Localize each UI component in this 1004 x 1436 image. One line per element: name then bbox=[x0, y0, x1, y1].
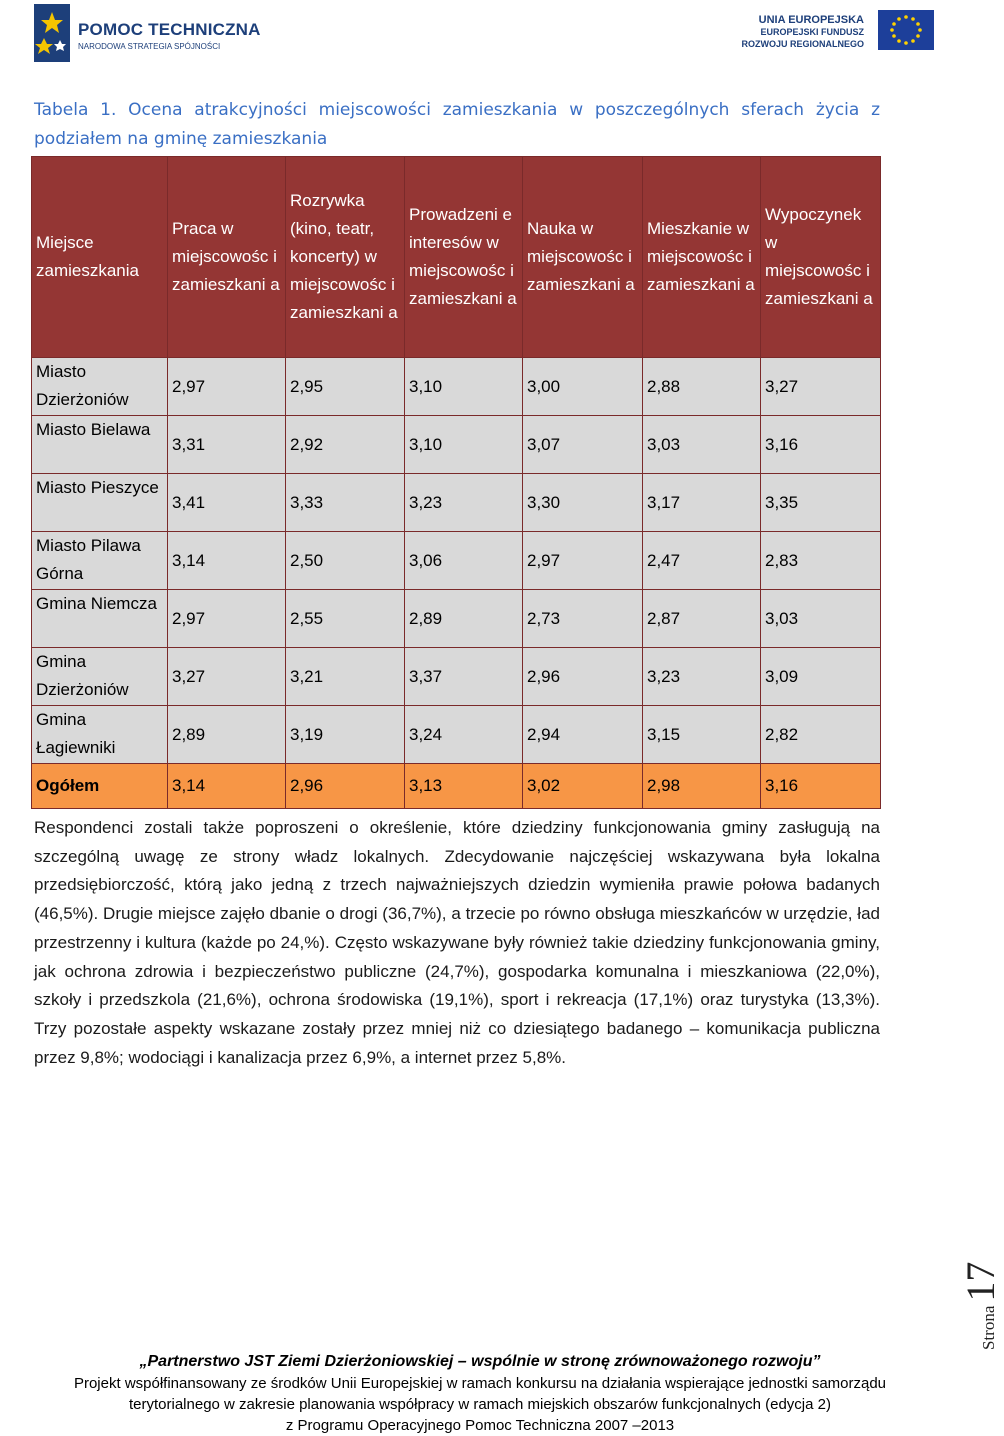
column-header: Wypoczynek w miejscowośc i zamieszkani a bbox=[761, 157, 881, 358]
eu-flag-icon bbox=[878, 10, 934, 50]
place-cell: Miasto Pilawa Górna bbox=[32, 532, 168, 590]
body-paragraph: Respondenci zostali także poproszeni o określenie, które dziedziny funkcjonowania gminy zasługują na szczególną uwagę ze strony władz lokalnych. Zdecydowanie najczęściej wskazywana była lokalna przedsiębiorczość, którą jako jedną z trzech najważniejszych dziedzin wymieniła prawie połowa badanych (46,5%). Drugie miejsce zajęło dbanie o drogi (36,7%), a trzecie po równo obsługa mieszkańców w urzędzie, ład przestrzenny i kultura (każde po 24,%). Często wskazywane były również takie dziedziny funkcjonowania gminy, jak ochrona zdrowia i bezpieczeństwo publiczne (24,7%), gospodarka komunalna i mieszkaniowa (22,0%), szkoły i przedszkola (21,6%), ochrona środowiska (19,1%), sport i rekreacja (17,1%) oraz turystyka (13,3%). Trzy pozostałe aspekty wskazane zostały przez mniej niż co dziesiątego badanego – komunikacja publiczna przez 9,8%; wodociągi i kanalizacja przez 6,9%, a internet przez 5,8%. bbox=[34, 818, 880, 1067]
place-cell: Miasto Pieszyce bbox=[32, 474, 168, 532]
value-cell: 3,15 bbox=[643, 706, 761, 764]
place-cell: Gmina Łagiewniki bbox=[32, 706, 168, 764]
total-label-cell: Ogółem bbox=[32, 764, 168, 809]
value-cell: 2,92 bbox=[286, 416, 405, 474]
value-cell: 3,23 bbox=[405, 474, 523, 532]
pomoc-techniczna-logo-icon bbox=[34, 4, 70, 62]
value-cell: 2,83 bbox=[761, 532, 881, 590]
column-header: Rozrywka (kino, teatr, koncerty) w miejscowośc i zamieszkani a bbox=[286, 157, 405, 358]
footer-partnership-title: „Partnerstwo JST Ziemi Dzierżoniowskiej – wspólnie w stronę zrównoważonego rozwoju” bbox=[139, 1353, 821, 1370]
table-total-row bbox=[32, 764, 881, 809]
value-cell: 3,03 bbox=[643, 416, 761, 474]
value-cell: 3,00 bbox=[523, 358, 643, 416]
column-header: Nauka w miejscowośc i zamieszkani a bbox=[523, 157, 643, 358]
eu-line-2: EUROPEJSKI FUNDUSZ bbox=[760, 27, 864, 37]
column-header: Praca w miejscowośc i zamieszkani a bbox=[168, 157, 286, 358]
value-cell: 3,16 bbox=[761, 416, 881, 474]
value-cell: 3,37 bbox=[405, 648, 523, 706]
logo-subtitle-text: NARODOWA STRATEGIA SPÓJNOŚCI bbox=[78, 42, 221, 51]
total-value-cell: 2,96 bbox=[286, 764, 405, 809]
eu-line-3: ROZWOJU REGIONALNEGO bbox=[741, 39, 864, 49]
value-cell: 2,94 bbox=[523, 706, 643, 764]
page-footer bbox=[0, 1351, 960, 1436]
value-cell: 3,06 bbox=[405, 532, 523, 590]
table-row bbox=[32, 474, 881, 532]
value-cell: 2,89 bbox=[168, 706, 286, 764]
column-header: Miejsce zamieszkania bbox=[32, 157, 168, 358]
value-cell: 3,17 bbox=[643, 474, 761, 532]
value-cell: 2,96 bbox=[523, 648, 643, 706]
value-cell: 3,31 bbox=[168, 416, 286, 474]
value-cell: 2,88 bbox=[643, 358, 761, 416]
value-cell: 2,82 bbox=[761, 706, 881, 764]
value-cell: 3,23 bbox=[643, 648, 761, 706]
value-cell: 3,10 bbox=[405, 416, 523, 474]
logo-brand-text: POMOC TECHNICZNA bbox=[78, 20, 261, 39]
total-value-cell: 3,13 bbox=[405, 764, 523, 809]
column-header: Mieszkanie w miejscowośc i zamieszkani a bbox=[643, 157, 761, 358]
value-cell: 2,73 bbox=[523, 590, 643, 648]
page-number-value: 17 bbox=[958, 1261, 1003, 1302]
eu-logo-text bbox=[664, 14, 864, 62]
table-row bbox=[32, 532, 881, 590]
value-cell: 3,41 bbox=[168, 474, 286, 532]
eu-line-1: UNIA EUROPEJSKA bbox=[758, 14, 864, 26]
footer-line: z Programu Operacyjnego Pomoc Techniczna 2007 –2013 bbox=[285, 1417, 675, 1434]
table-row bbox=[32, 416, 881, 474]
value-cell: 3,09 bbox=[761, 648, 881, 706]
total-value-cell: 3,14 bbox=[168, 764, 286, 809]
value-cell: 3,27 bbox=[761, 358, 881, 416]
ratings-table bbox=[31, 156, 881, 809]
value-cell: 2,95 bbox=[286, 358, 405, 416]
value-cell: 3,30 bbox=[523, 474, 643, 532]
value-cell: 2,87 bbox=[643, 590, 761, 648]
place-cell: Gmina Niemcza bbox=[32, 590, 168, 648]
page-number bbox=[915, 1240, 1003, 1350]
place-cell: Miasto Dzierżoniów bbox=[32, 358, 168, 416]
table-header-row bbox=[32, 157, 881, 358]
value-cell: 3,14 bbox=[168, 532, 286, 590]
total-value-cell: 3,16 bbox=[761, 764, 881, 809]
table-row bbox=[32, 590, 881, 648]
value-cell: 3,21 bbox=[286, 648, 405, 706]
table-row bbox=[32, 706, 881, 764]
value-cell: 2,55 bbox=[286, 590, 405, 648]
value-cell: 2,97 bbox=[168, 590, 286, 648]
place-cell: Miasto Bielawa bbox=[32, 416, 168, 474]
value-cell: 3,33 bbox=[286, 474, 405, 532]
value-cell: 3,19 bbox=[286, 706, 405, 764]
table-row bbox=[32, 358, 881, 416]
column-header: Prowadzeni e interesów w miejscowośc i zamieszkani a bbox=[405, 157, 523, 358]
value-cell: 3,03 bbox=[761, 590, 881, 648]
value-cell: 2,97 bbox=[168, 358, 286, 416]
footer-line: Projekt współfinansowany ze środków Unii Europejskiej w ramach konkursu na działania wspierające jednostki samorządu bbox=[73, 1375, 887, 1392]
value-cell: 2,97 bbox=[523, 532, 643, 590]
value-cell: 2,50 bbox=[286, 532, 405, 590]
footer-line: terytorialnego w zakresie planowania współpracy w ramach miejskich obszarów funkcjonalnych (edycja 2) bbox=[129, 1396, 831, 1413]
table-row bbox=[32, 648, 881, 706]
place-cell: Gmina Dzierżoniów bbox=[32, 648, 168, 706]
value-cell: 3,07 bbox=[523, 416, 643, 474]
total-value-cell: 3,02 bbox=[523, 764, 643, 809]
total-value-cell: 2,98 bbox=[643, 764, 761, 809]
table-caption: Tabela 1. Ocena atrakcyjności miejscowości zamieszkania w poszczególnych sferach życia z podziałem na gminę zamieszkania bbox=[34, 100, 880, 149]
value-cell: 3,27 bbox=[168, 648, 286, 706]
value-cell: 3,35 bbox=[761, 474, 881, 532]
pomoc-techniczna-logo bbox=[34, 4, 261, 62]
value-cell: 2,89 bbox=[405, 590, 523, 648]
value-cell: 3,10 bbox=[405, 358, 523, 416]
value-cell: 3,24 bbox=[405, 706, 523, 764]
page-label: Strona bbox=[979, 1305, 998, 1350]
value-cell: 2,47 bbox=[643, 532, 761, 590]
